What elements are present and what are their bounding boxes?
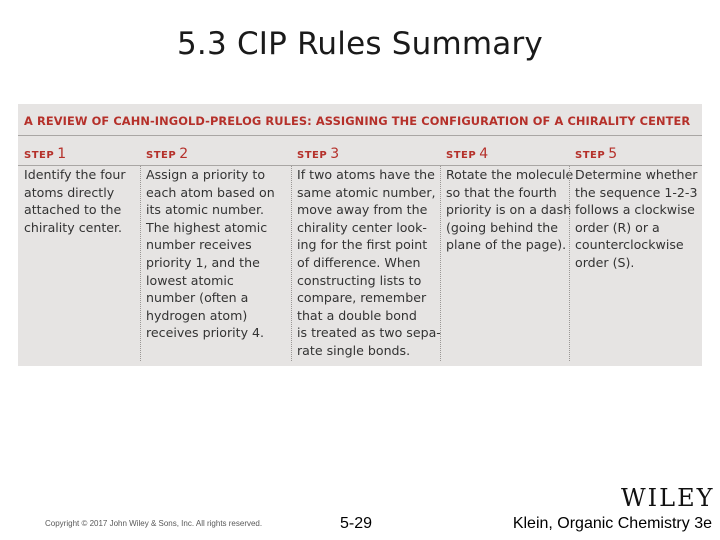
step-text-line: receives priority 4. <box>146 325 265 341</box>
step-1-label <box>24 143 66 162</box>
book-credit: Klein, Organic Chemistry 3e <box>512 515 712 532</box>
step-text-line: move away from the <box>297 202 428 218</box>
step-text-line: Assign a priority to <box>146 167 266 182</box>
step-text-line: chirality center. <box>24 219 123 235</box>
step-text-line: plane of the page). <box>446 237 567 253</box>
step-text-line: number receives <box>146 237 252 253</box>
step-4-label <box>446 143 488 162</box>
step-text-line: atoms directly <box>24 184 115 200</box>
panel-heading: A REVIEW OF CAHN-INGOLD-PRELOG RULES: ASSIGNING THE CONFIGURATION OF A CHIRALITY CENTER <box>24 114 691 128</box>
step-text-line: lowest atomic <box>146 272 234 288</box>
step-text-line: constructing lists to <box>297 272 422 288</box>
step-text-line: (going behind the <box>446 219 558 235</box>
step-text-line: is treated as two sepa- <box>297 325 441 341</box>
step-text-line: If two atoms have the <box>297 167 435 182</box>
step-3-word: STEP <box>297 150 328 161</box>
step-text-line: Determine whether <box>575 167 698 182</box>
step-text-line: its atomic number. <box>146 202 265 218</box>
step-text-line: hydrogen atom) <box>146 307 248 323</box>
step-2-text <box>146 166 284 342</box>
step-text-line: order (R) or a <box>575 219 660 235</box>
column-divider <box>569 166 570 361</box>
step-3-number: 3 <box>330 146 340 162</box>
step-text-line: order (S). <box>575 254 635 270</box>
column-divider <box>140 166 141 361</box>
step-5-text <box>575 166 699 272</box>
column-divider <box>291 166 292 361</box>
page-number: 5-29 <box>340 515 373 532</box>
steps-header-row <box>18 135 702 166</box>
step-text-line: priority is on a dash <box>446 202 572 218</box>
step-3-label <box>297 143 339 162</box>
step-text-line: each atom based on <box>146 184 275 200</box>
step-text-line: number (often a <box>146 290 249 306</box>
step-2-word: STEP <box>146 150 177 161</box>
cip-rules-panel <box>18 104 702 366</box>
step-1-text <box>24 166 144 236</box>
slide-title: 5.3 CIP Rules Summary <box>177 26 543 62</box>
step-text-line: same atomic number, <box>297 184 436 200</box>
step-text-line: Rotate the molecule <box>446 167 574 182</box>
step-text-line: ing for the first point <box>297 237 428 253</box>
step-text-line: of difference. When <box>297 254 421 270</box>
step-text-line: compare, remember <box>297 290 427 306</box>
step-text-line: that a double bond <box>297 307 417 323</box>
wiley-logo: WILEY <box>621 484 715 512</box>
step-1-word: STEP <box>24 150 55 161</box>
step-4-word: STEP <box>446 150 477 161</box>
step-5-word: STEP <box>575 150 606 161</box>
step-text-line: chirality center look- <box>297 219 427 235</box>
step-4-number: 4 <box>479 146 489 162</box>
step-1-number: 1 <box>57 146 67 162</box>
step-text-line: counterclockwise <box>575 237 684 253</box>
step-text-line: so that the fourth <box>446 184 557 200</box>
step-5-label <box>575 143 617 162</box>
step-text-line: follows a clockwise <box>575 202 695 218</box>
step-text-line: attached to the <box>24 202 122 218</box>
step-2-number: 2 <box>179 146 189 162</box>
copyright-notice: Copyright © 2017 John Wiley & Sons, Inc. All rights reserved. <box>45 519 263 528</box>
step-text-line: rate single bonds. <box>297 342 411 358</box>
step-2-label <box>146 143 188 162</box>
column-divider <box>440 166 441 361</box>
step-text-line: The highest atomic <box>146 219 268 235</box>
step-3-text <box>297 166 439 360</box>
step-5-number: 5 <box>608 146 618 162</box>
step-text-line: the sequence 1-2-3 <box>575 184 698 200</box>
step-text-line: priority 1, and the <box>146 254 260 270</box>
step-4-text <box>446 166 572 254</box>
step-text-line: Identify the four <box>24 167 126 182</box>
